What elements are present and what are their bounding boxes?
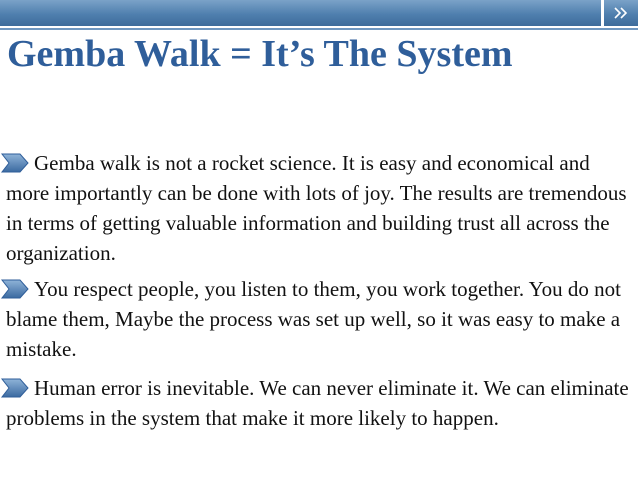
arrow-chevron-icon [0, 278, 30, 300]
bullet-text: Human error is inevitable. We can never eliminate it. We can eliminate problems in the system that make it more likely to happen. [6, 376, 629, 430]
bullet-list [6, 148, 631, 433]
bullet-item [6, 274, 631, 364]
bullet-item [6, 148, 631, 268]
bullet-text: You respect people, you listen to them, you work together. You do not blame them, Maybe the process was set up well, so it was easy to make a mistake. [6, 277, 621, 361]
top-decorative-bar [0, 0, 638, 26]
corner-arrows-icon [614, 7, 628, 19]
arrow-chevron-icon [0, 377, 30, 399]
bullet-item [6, 373, 631, 433]
top-divider-line [0, 28, 638, 30]
slide-title: Gemba Walk = It’s The System [7, 33, 513, 75]
top-bar-main-segment [0, 0, 601, 26]
arrow-chevron-icon [0, 152, 30, 174]
bullet-text: Gemba walk is not a rocket science. It is easy and economical and more importantly can be done with lots of joy. The results are tremendous in terms of getting valuable information and building trust all across the organization. [6, 151, 627, 265]
